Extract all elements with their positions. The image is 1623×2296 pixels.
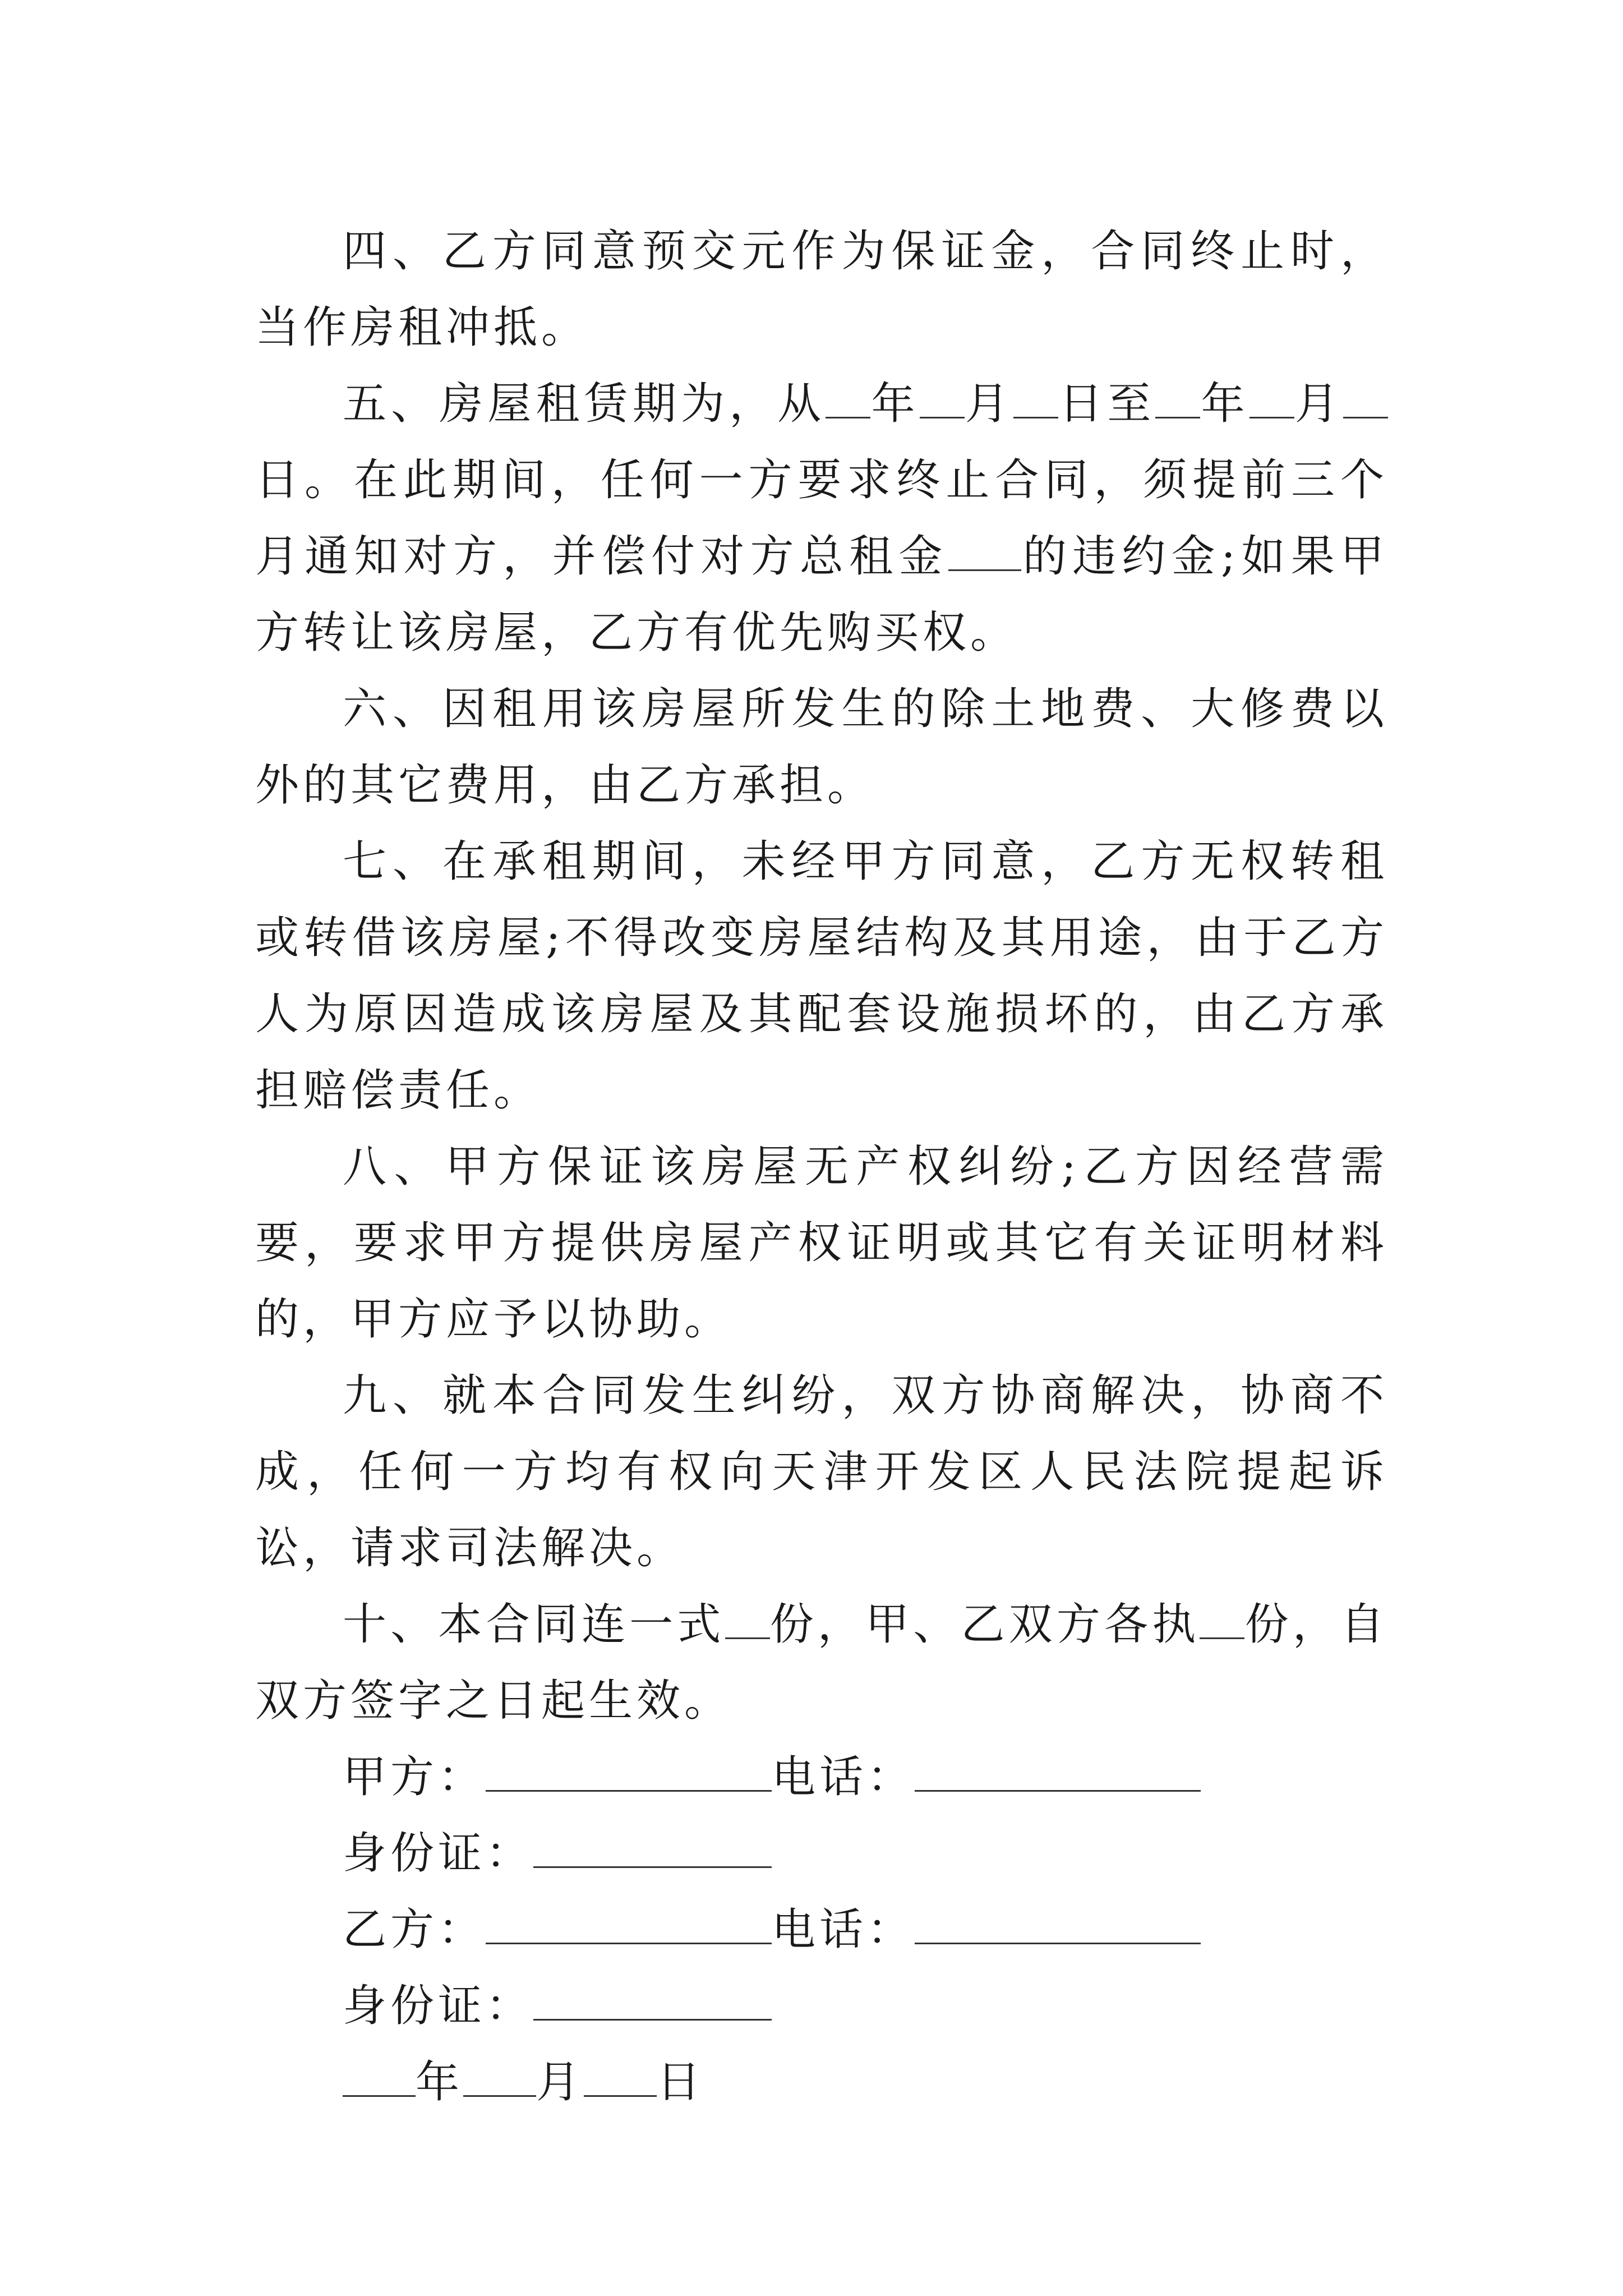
signing-date-row [255,2044,1388,2120]
clause-9 [255,1358,1388,1586]
party-a-label: 甲方： [343,1752,486,1802]
party-a-id-field[interactable] [533,1829,772,1868]
clause-4-text: 四、乙方同意预交元作为保证金，合同终止时，当作房租冲抵。 [255,226,1388,353]
party-a-name-field[interactable] [486,1753,772,1792]
party-a-row [255,1739,1388,1815]
clause-9-text: 九、就本合同发生纠纷，双方协商解决，协商不成，任何一方均有权向天津开发区人民法院提起诉讼，请求司法解决。 [255,1370,1388,1573]
clause-4 [255,213,1388,366]
lease-end-year-label: 年 [1200,379,1249,429]
party-b-phone-label: 电话： [772,1904,915,1955]
clause-5-penalty-text: 的违约金;如果甲方转让该房屋，乙方有优先购买权。 [255,531,1388,658]
sign-day-label: 日 [657,2057,705,2108]
clause-5-termination-text: 在此期间，任何一方要求终止合同，须提前三个月通知对方，并偿付对方总租金 [255,455,1388,582]
penalty-blank[interactable] [948,532,1021,571]
party-b-phone-field[interactable] [915,1906,1201,1944]
clause-7 [255,823,1388,1129]
party-a-id-label: 身份证： [343,1828,534,1879]
lease-start-month-blank[interactable] [920,380,965,418]
contract-body [255,213,1388,2120]
lease-start-year-label: 年 [870,379,920,429]
party-b-name-field[interactable] [486,1906,772,1944]
clause-10-middle: 份，甲、乙双方各执 [769,1599,1200,1650]
lease-end-day-label: 日。 [255,455,354,505]
clause-5-intro: 五、房屋租赁期为，从 [343,379,826,429]
clause-6 [255,671,1388,823]
lease-start-day-label: 日至 [1058,379,1156,429]
lease-end-month-label: 月 [1294,379,1343,429]
clause-8 [255,1129,1388,1358]
sign-month-label: 月 [536,2057,584,2108]
copies-total-blank[interactable] [725,1600,770,1639]
clause-8-text: 八、甲方保证该房屋无产权纠纷;乙方因经营需要，要求甲方提供房屋产权证明或其它有关证明材料的，甲方应予以协助。 [255,1142,1388,1345]
clause-10-intro: 十、本合同连一式 [343,1599,725,1650]
clause-5 [255,366,1388,671]
party-b-label: 乙方： [343,1904,486,1955]
sign-month-blank[interactable] [463,2058,536,2097]
clause-10 [255,1586,1388,1739]
lease-end-year-blank[interactable] [1155,380,1200,418]
lease-start-year-blank[interactable] [826,380,870,418]
clause-10-end: 份，自双方签字之日起生效。 [255,1599,1388,1726]
lease-start-month-label: 月 [964,379,1013,429]
lease-start-day-blank[interactable] [1013,380,1058,418]
clause-6-text: 六、因租用该房屋所发生的除土地费、大修费以外的其它费用，由乙方承担。 [255,684,1388,811]
party-b-id-row [255,1968,1388,2044]
party-b-id-label: 身份证： [343,1981,534,2031]
party-b-id-field[interactable] [533,1982,772,2021]
sign-year-label: 年 [416,2057,464,2108]
lease-end-month-blank[interactable] [1249,380,1294,418]
copies-each-blank[interactable] [1200,1600,1244,1639]
party-a-phone-field[interactable] [915,1753,1201,1792]
clause-7-text: 七、在承租期间，未经甲方同意，乙方无权转租或转借该房屋;不得改变房屋结构及其用途，由于乙方人为原因造成该房屋及其配套设施损坏的，由乙方承担赔偿责任。 [255,836,1388,1116]
lease-end-day-blank[interactable] [1343,380,1388,418]
party-a-phone-label: 电话： [772,1752,915,1802]
sign-day-blank[interactable] [584,2058,657,2097]
party-b-row [255,1892,1388,1968]
sign-year-blank[interactable] [343,2058,416,2097]
party-a-id-row [255,1815,1388,1892]
